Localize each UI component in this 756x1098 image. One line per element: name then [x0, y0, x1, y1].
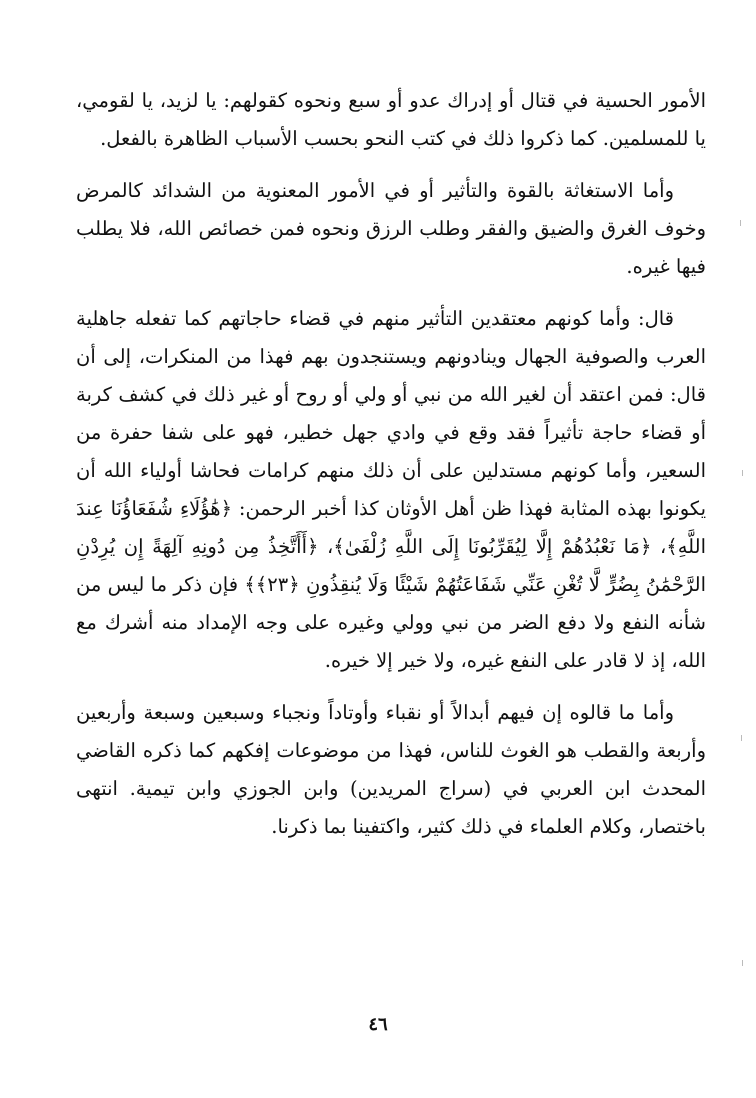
body-text	[76, 82, 706, 846]
paragraph-1: الأمور الحسية في قتال أو إدراك عدو أو سبع ونحوه كقولهم: يا لزيد، يا لقومي، يا للمسلمين. كما ذكروا ذلك في كتب النحو بحسب الأسباب الظاهرة بالفعل.	[76, 89, 706, 150]
paragraph-4: وأما ما قالوه إن فيهم أبدالاً أو نقباء وأوتاداً ونجباء وسبعين وسبعة وأربعين وأربعة والقطب هو الغوث للناس، فهذا من موضوعات إفكهم كما ذكره القاضي المحدث ابن العربي في (سراج المريدين) وابن الجوزي وابن تيمية. انتهى باختصار، وكلام العلماء في ذلك كثير، واكتفينا بما ذكرنا.	[76, 701, 706, 838]
scan-mark	[741, 735, 742, 741]
paragraph-3: قال: وأما كونهم معتقدين التأثير منهم في قضاء حاجاتهم كما تفعله جاهلية العرب والصوفية الجهال وينادونهم ويستنجدون بهم فهذا من المنكرات، إلى أن قال: فمن اعتقد أن لغير الله من نبي أو ولي أو روح أو غير ذلك في كشف كربة أو قضاء حاجة تأثيراً فقد وقع في وادي جهل خطير، فهو على شفا حفرة من السعير، وأما كونهم مستدلين على أن ذلك منهم كرامات فحاشا أولياء الله أن يكونوا بهذه المثابة فهذا ظن أهل الأوثان كذا أخبر الرحمن: ﴿هَٰؤُلَاءِ شُفَعَاؤُنَا عِندَ اللَّهِ﴾، ﴿مَا نَعْبُدُهُمْ إِلَّا لِيُقَرِّبُونَا إِلَى اللَّهِ زُلْفَىٰ﴾، ﴿أَأَتَّخِذُ مِن دُونِهِ آلِهَةً إِن يُرِدْنِ الرَّحْمَٰنُ بِضُرٍّ لَّا تُغْنِ عَنِّي شَفَاعَتُهُمْ شَيْئًا وَلَا يُنقِذُونِ ﴿٢٣﴾﴾ فإن ذكر ما ليس من شأنه النفع ولا دفع الضر من نبي وولي وغيره على وجه الإمداد منه أشرك مع الله، إذ لا قادر على النفع غيره، ولا خير إلا خيره.	[76, 307, 706, 672]
scan-mark	[740, 220, 741, 226]
scan-mark	[742, 470, 743, 476]
scan-mark	[742, 960, 743, 966]
page-number: ٤٦	[368, 1014, 388, 1035]
paragraph-2: وأما الاستغاثة بالقوة والتأثير أو في الأمور المعنوية من الشدائد كالمرض وخوف الغرق والضيق والفقر وطلب الرزق ونحوه فمن خصائص الله، فلا يطلب فيها غيره.	[76, 179, 706, 278]
